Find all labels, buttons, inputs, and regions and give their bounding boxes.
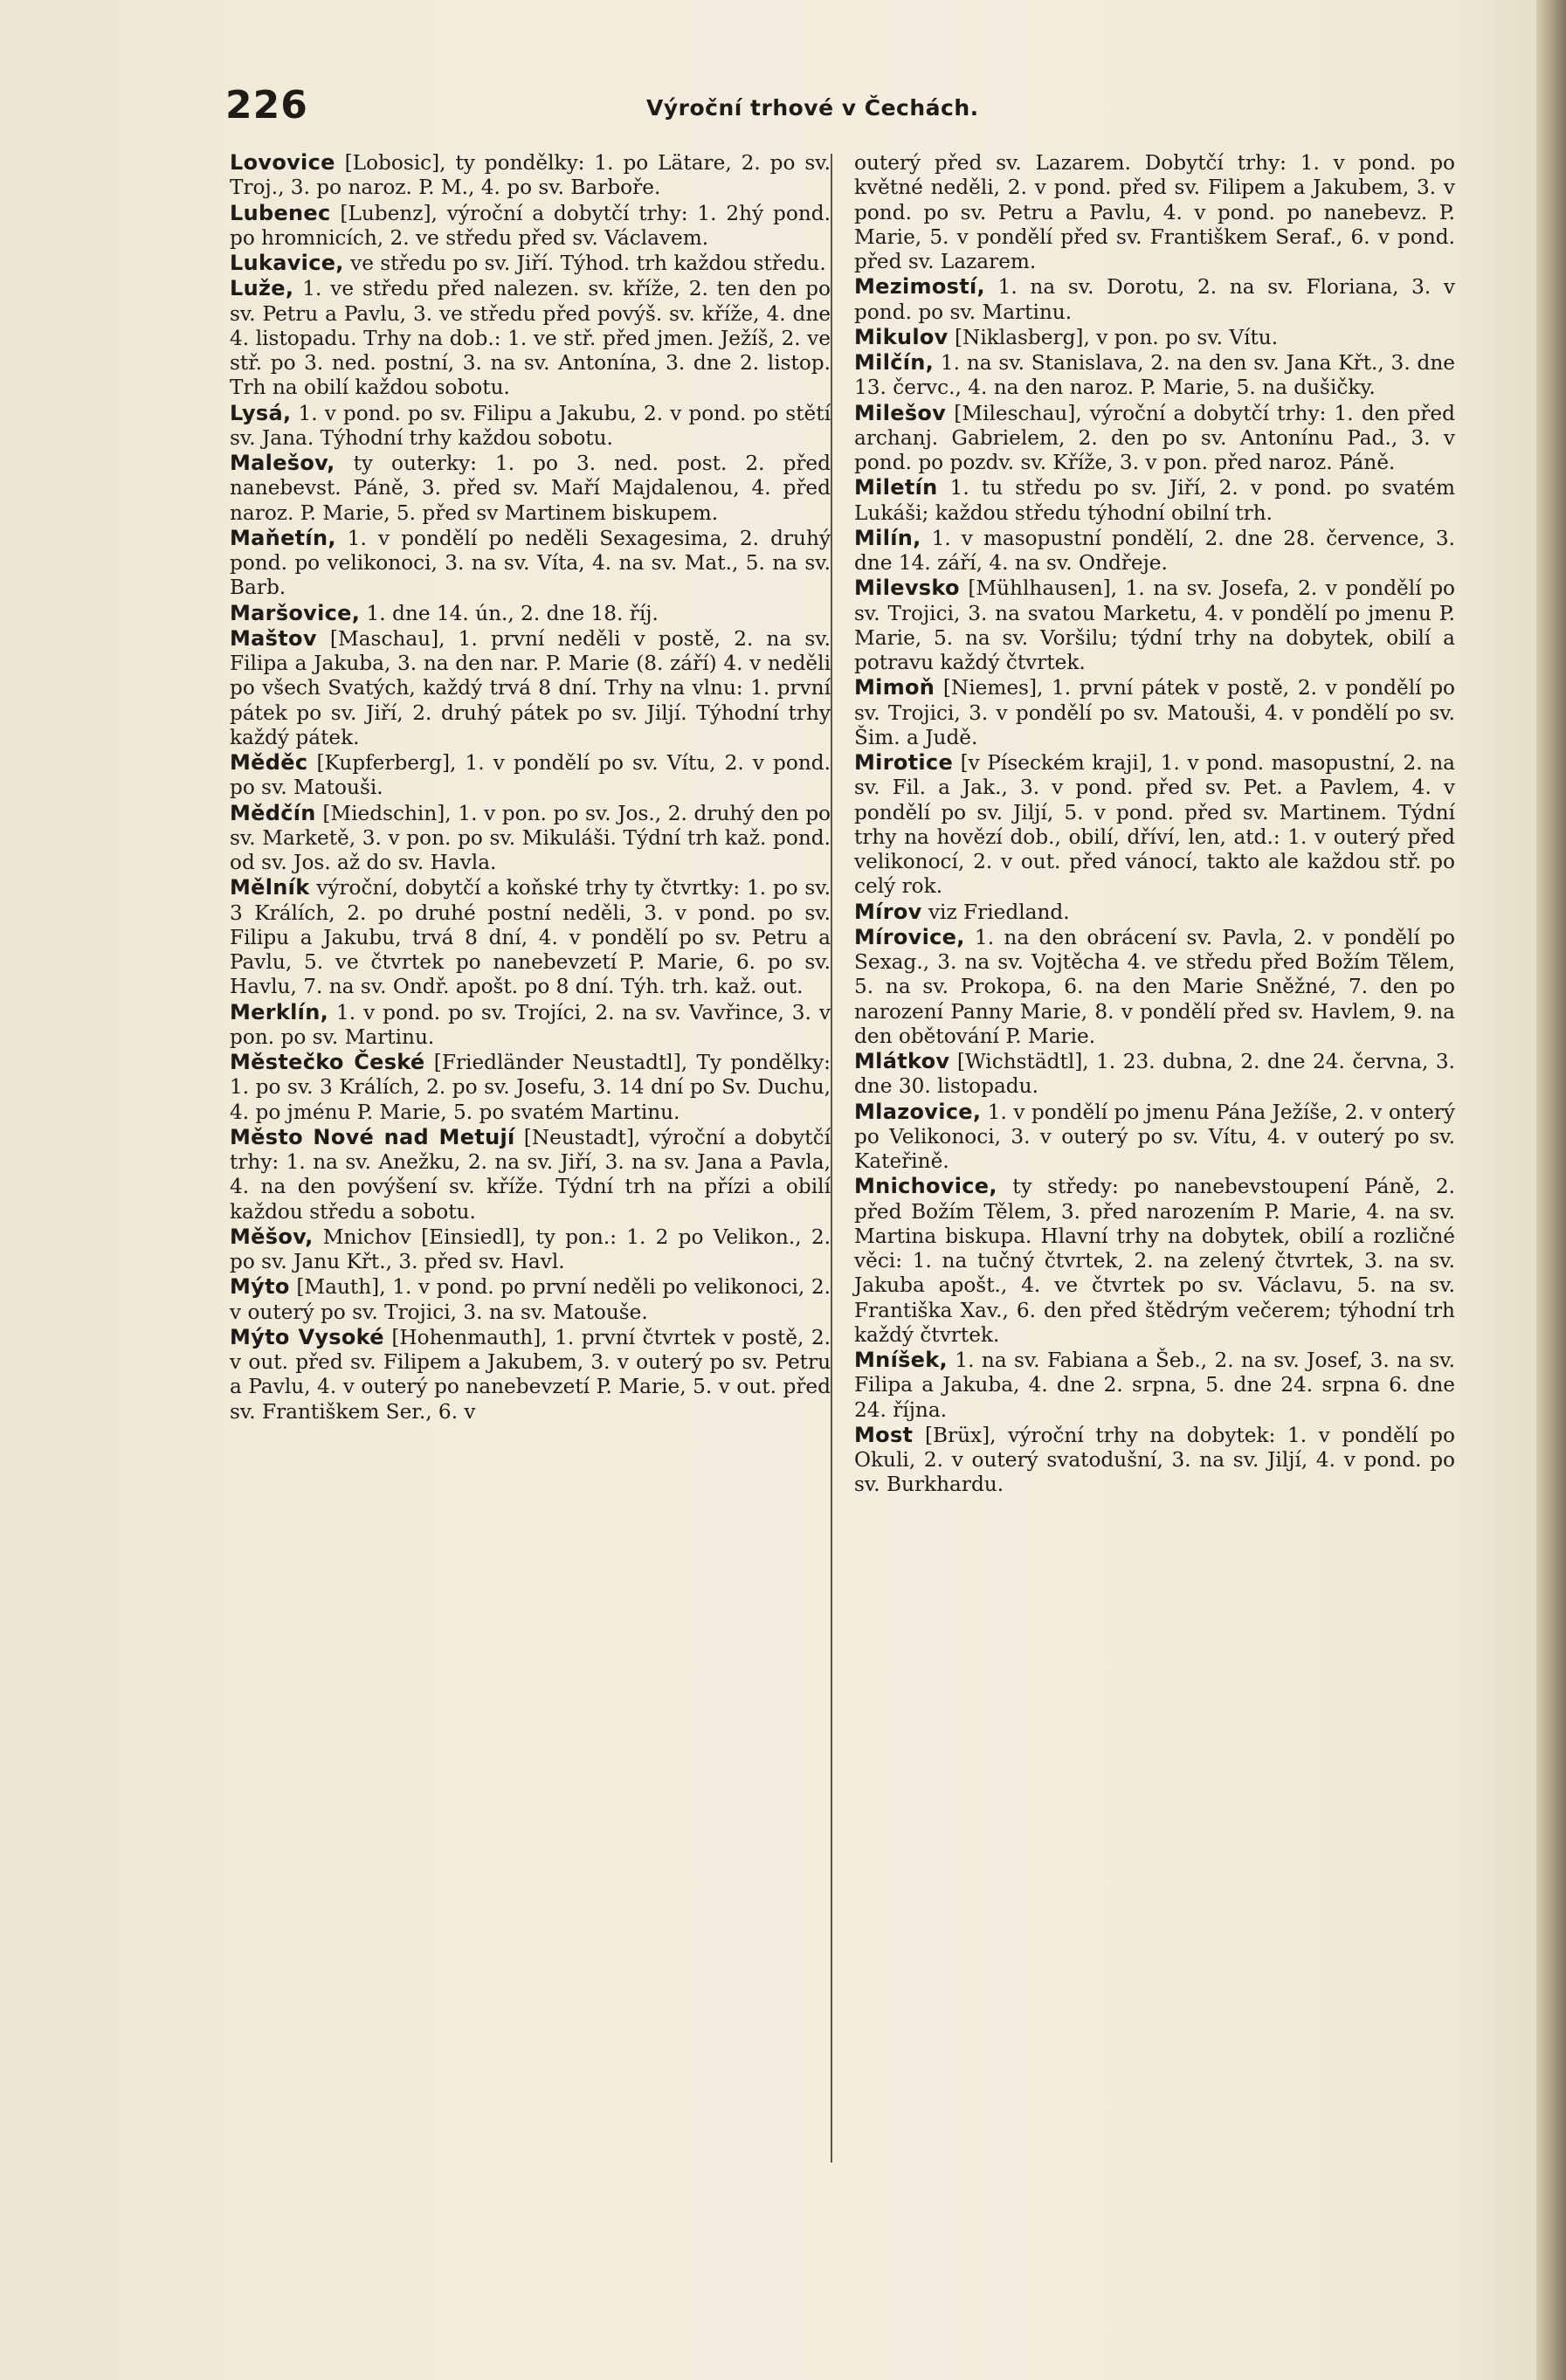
gazetteer-entry xyxy=(854,900,1455,925)
entry-place-name: Merklín, xyxy=(230,999,329,1024)
entry-text: 1. v pond. po sv. Trojíci, 2. na sv. Vavřince, 3. v pon. po sv. Martinu. xyxy=(230,1000,831,1049)
gazetteer-entry xyxy=(230,1274,831,1325)
entry-text: 1. tu středu po sv. Jiří, 2. v pond. po svatém Lukáši; každou středu týhodní obilní trh. xyxy=(854,476,1455,525)
entry-text: 1. v masopustní pondělí, 2. dne 28. července, 3. dne 14. září, 4. na sv. Ondřeje. xyxy=(854,526,1455,575)
gazetteer-entry xyxy=(230,451,831,526)
entry-text: [Kupferberg], 1. v pondělí po sv. Vítu, 2. v pond. po sv. Matouši. xyxy=(230,751,831,800)
entry-text: ty středy: po nanebevstoupení Páně, 2. před Božím Tělem, 3. před narozením P. Marie, 4. na sv. Martina biskupa. Hlavní trhy na dobytek, obilí a rozličné věci: 1. na tučný čtvrtek, 2. na zelený čtvrtek, 3. na sv. Jakuba apošt., 4. ve čtvrtek po sv. Václavu, 5. na sv. Františka Xav., 6. den před štědrým večerem; týhodní trh každý čtvrtek. xyxy=(854,1175,1455,1347)
entry-place-name: Mlazovice, xyxy=(854,1099,982,1124)
entry-place-name: Miletín xyxy=(854,475,938,500)
gazetteer-entry xyxy=(854,350,1455,401)
gazetteer-entry xyxy=(854,675,1455,750)
entry-place-name: Město Nové nad Metují xyxy=(230,1124,515,1149)
entry-text: [Miedschin], 1. v pon. po sv. Jos., 2. druhý den po sv. Marketě, 3. v pon. po sv. Mikuláši. Týdní trh kaž. pond. od sv. Jos. až do sv. Havla. xyxy=(230,801,831,874)
entry-place-name: Mezimostí, xyxy=(854,274,985,300)
page-edge-shadow xyxy=(1536,0,1566,2380)
gazetteer-entry xyxy=(230,1050,831,1125)
left-column xyxy=(230,150,831,1425)
gazetteer-entry xyxy=(230,601,831,626)
entry-text: [Niemes], 1. první pátek v postě, 2. v pondělí po sv. Trojici, 3. v pondělí po sv. Matouši, 4. v pondělí po sv. Šim. a Judě. xyxy=(854,676,1455,749)
gazetteer-entry xyxy=(230,1000,831,1051)
entry-text: [Mauth], 1. v pond. po první neděli po velikonoci, 2. v outerý po sv. Trojici, 3. na sv. Matouše. xyxy=(230,1275,831,1324)
entry-text: 1. v pondělí po jmenu Pána Ježíše, 2. v onterý po Velikonoci, 3. v outerý po sv. Vítu, 4. v outerý po sv. Kateřině. xyxy=(854,1100,1455,1173)
entry-place-name: Mělník xyxy=(230,875,310,900)
entry-place-name: Most xyxy=(854,1422,914,1447)
entry-place-name: Maňetín, xyxy=(230,525,336,550)
entry-place-name: Měšov, xyxy=(230,1224,314,1249)
gazetteer-entry xyxy=(854,325,1455,350)
entry-place-name: Mýto Vysoké xyxy=(230,1324,384,1349)
entry-place-name: Maršovice, xyxy=(230,600,361,625)
gazetteer-entry xyxy=(854,925,1455,1049)
entry-place-name: Milešov xyxy=(854,400,947,425)
entry-text: [Neustadt], výroční a dobytčí trhy: 1. na sv. Anežku, 2. na sv. Jiří, 3. na sv. Jana a Pavla, 4. na den povýšení sv. kříže. Týdní trh na přízi a obilí každou středu a sobotu. xyxy=(230,1125,831,1224)
entry-text: [Brüx], výroční trhy na dobytek: 1. v pondělí po Okuli, 2. v outerý svatodušní, 3. na sv. Jiljí, 4. v pond. po sv. Burkhardu. xyxy=(854,1423,1455,1497)
gazetteer-entry xyxy=(854,150,1455,274)
entry-place-name: Mýto xyxy=(230,1274,290,1300)
entry-place-name: Malešov, xyxy=(230,451,335,475)
page-number: 226 xyxy=(225,83,308,128)
gazetteer-entry xyxy=(230,875,831,999)
entry-place-name: Lubenec xyxy=(230,200,331,225)
entry-text: 1. na sv. Stanislava, 2. na den sv. Jana Křt., 3. dne 13. červc., 4. na den naroz. P. Marie, 5. na dušičky. xyxy=(854,351,1455,400)
page-header xyxy=(0,83,1467,135)
gazetteer-entry xyxy=(854,750,1455,900)
entry-place-name: Mníšek, xyxy=(854,1348,948,1372)
gazetteer-entry xyxy=(854,274,1455,325)
entry-place-name: Milevsko xyxy=(854,576,960,601)
entry-text: 1. na den obrácení sv. Pavla, 2. v pondělí po Sexag., 3. na sv. Vojtěcha 4. ve středu před Božím Tělem, 5. na sv. Prokopa, 6. na den Marie Sněžné, 7. den po narození Panny Marie, 8. v pondělí před sv. Havlem, 9. na den obětování P. Marie. xyxy=(854,925,1455,1048)
gazetteer-entry xyxy=(230,251,831,276)
entry-text: Mnichov [Einsiedl], ty pon.: 1. 2 po Velikon., 2. po sv. Janu Křt., 3. před sv. Havl. xyxy=(230,1224,831,1273)
gazetteer-entry xyxy=(230,1224,831,1275)
entry-text: 1. na sv. Dorotu, 2. na sv. Floriana, 3. v pond. po sv. Martinu. xyxy=(854,275,1455,324)
gazetteer-entry xyxy=(230,801,831,876)
entry-place-name: Milčín, xyxy=(854,350,935,375)
entry-place-name: Mlátkov xyxy=(854,1049,950,1073)
entry-text: 1. na sv. Fabiana a Šeb., 2. na sv. Josef, 3. na sv. Filipa a Jakuba, 4. dne 2. srpna, 5. dne 24. srpna 6. dne 24. října. xyxy=(854,1349,1455,1422)
column-divider xyxy=(831,154,832,2163)
entry-text: [Niklasberg], v pon. po sv. Vítu. xyxy=(948,325,1279,349)
gazetteer-entry xyxy=(854,526,1455,576)
gazetteer-entry xyxy=(230,401,831,452)
entry-text: 1. v pond. po sv. Filipu a Jakubu, 2. v pond. po stětí sv. Jana. Týhodní trhy každou sobotu. xyxy=(230,401,831,450)
entry-place-name: Měděc xyxy=(230,750,308,775)
gazetteer-entry xyxy=(854,401,1455,476)
entry-place-name: Mirotice xyxy=(854,750,954,775)
gazetteer-entry xyxy=(854,576,1455,675)
entry-text: 1. v pondělí po neděli Sexagesima, 2. druhý pond. po velikonoci, 3. na sv. Víta, 4. na sv. Mat., 5. na sv. Barb. xyxy=(230,526,831,600)
gazetteer-entry xyxy=(230,526,831,601)
entry-place-name: Maštov xyxy=(230,625,317,651)
entry-place-name: Mimoň xyxy=(854,675,935,700)
gazetteer-entry xyxy=(230,276,831,400)
gazetteer-entry xyxy=(230,750,831,801)
entry-text: ve středu po sv. Jiří. Týhod. trh každou středu. xyxy=(343,252,826,275)
entry-text: [Mühlhausen], 1. na sv. Josefa, 2. v pondělí po sv. Trojici, 3. na svatou Marketu, 4. v pondělí po jmenu P. Marie, 5. na sv. Voršilu; týdní trhy na dobytek, obilí a potravu každý čtvrtek. xyxy=(854,576,1455,674)
entry-text: [Lobosic], ty pondělky: 1. po Lätare, 2. po sv. Troj., 3. po naroz. P. M., 4. po sv. Barboře. xyxy=(230,151,831,200)
gazetteer-entry xyxy=(854,475,1455,526)
entry-text: [Maschau], 1. první neděli v postě, 2. na sv. Filipa a Jakuba, 3. na den nar. P. Marie (8. září) 4. v neděli po všech Svatých, každý trvá 8 dní. Trhy na vlnu: 1. první pátek po sv. Jiří, 2. druhý pátek po sv. Jiljí. Týhodní trhy každý pátek. xyxy=(230,626,831,749)
entry-text: ty outerky: 1. po 3. ned. post. 2. před nanebevst. Páně, 3. před sv. Maří Majdalenou, 4. před naroz. P. Marie, 5. před sv Martinem biskupem. xyxy=(230,452,831,525)
right-column xyxy=(854,150,1455,1498)
entry-text: výroční, dobytčí a koňské trhy ty čtvrtky: 1. po sv. 3 Králích, 2. po druhé postní neděli, 3. v pond. po sv. Filipu a Jakubu, trvá 8 dní, 4. v pondělí po sv. Petru a Pavlu, 5. ve čtvrtek po nanebevzetí P. Marie, 6. po sv. Havlu, 7. na sv. Ondř. apošt. po 8 dní. Týh. trh. kaž. out. xyxy=(230,876,831,999)
entry-place-name: Mědčín xyxy=(230,800,316,825)
gazetteer-entry xyxy=(230,626,831,750)
gazetteer-entry xyxy=(854,1348,1455,1423)
running-title: Výroční trhové v Čechách. xyxy=(646,95,979,121)
gazetteer-entry xyxy=(230,1125,831,1224)
entry-text: [Wichstädtl], 1. 23. dubna, 2. dne 24. června, 3. dne 30. listopadu. xyxy=(854,1050,1455,1099)
gazetteer-entry xyxy=(854,1174,1455,1348)
entry-place-name: Milín, xyxy=(854,525,921,550)
entry-place-name: Lovovice xyxy=(230,150,335,175)
entry-text: [Hohenmauth], 1. první čtvrtek v postě, 2. v out. před sv. Filipem a Jakubem, 3. v outerý po sv. Petru a Pavlu, 4. v outerý po nanebevzetí P. Marie, 5. v out. před sv. Františkem Ser., 6. v xyxy=(230,1325,831,1424)
entry-text: outerý před sv. Lazarem. Dobytčí trhy: 1. v pond. po květné neděli, 2. v pond. před sv. Filipem a Jakubem, 3. v pond. po sv. Petru a Pavlu, 4. v pond. po nanebevz. P. Marie, 5. v pondělí před sv. Františkem Seraf., 6. v pond. před sv. Lazarem. xyxy=(854,151,1455,273)
entry-place-name: Městečko České xyxy=(230,1050,425,1074)
entry-text: 1. dne 14. ún., 2. dne 18. říj. xyxy=(360,601,659,625)
gazetteer-entry xyxy=(230,201,831,252)
entry-place-name: Mikulov xyxy=(854,324,949,349)
entry-place-name: Mírov xyxy=(854,899,922,924)
gazetteer-entry xyxy=(230,150,831,201)
gazetteer-entry xyxy=(854,1423,1455,1498)
entry-place-name: Mírovice, xyxy=(854,924,965,949)
entry-text: [Friedländer Neustadtl], Ty pondělky: 1. po sv. 3 Králích, 2. po sv. Josefu, 3. 14 dní po Sv. Duchu, 4. po jménu P. Marie, 5. po svatém Martinu. xyxy=(230,1051,831,1124)
entry-place-name: Lysá, xyxy=(230,400,292,425)
entry-place-name: Luže, xyxy=(230,276,294,301)
entry-text: viz Friedland. xyxy=(921,900,1070,924)
gazetteer-entry xyxy=(230,1325,831,1425)
entry-text: [v Píseckém kraji], 1. v pond. masopustní, 2. na sv. Fil. a Jak., 3. v pond. před sv. Pet. a Pavlem, 4. v pondělí po sv. Jiljí, 5. v pond. před sv. Martinem. Týdní trhy na hovězí dob., obilí, dříví, len, atd.: 1. v outerý před velikonocí, 2. v out. před vánocí, takto ale každou stř. po celý rok. xyxy=(854,751,1455,899)
entry-text: [Lubenz], výroční a dobytčí trhy: 1. 2hý pond. po hromnicích, 2. ve středu před sv. Václavem. xyxy=(230,201,831,250)
gazetteer-entry xyxy=(854,1049,1455,1100)
entry-place-name: Mnichovice, xyxy=(854,1174,997,1199)
entry-text: 1. ve středu před nalezen. sv. kříže, 2. ten den po sv. Petru a Pavlu, 3. ve středu před povýš. sv. kříže, 4. dne 4. listopadu. Trhy na dob.: 1. ve stř. před jmen. Ježíš, 2. ve stř. po 3. ned. postní, 3. na sv. Antonína, 3. dne 2. listop. Trh na obilí každou sobotu. xyxy=(230,277,831,400)
entry-text: [Mileschau], výroční a dobytčí trhy: 1. den před archanj. Gabrielem, 2. den po sv. Antonínu Pad., 3. v pond. po pozdv. sv. Kříže, 3. v pon. před naroz. Páně. xyxy=(854,401,1455,474)
entry-place-name: Lukavice, xyxy=(230,251,344,275)
gazetteer-entry xyxy=(854,1100,1455,1175)
